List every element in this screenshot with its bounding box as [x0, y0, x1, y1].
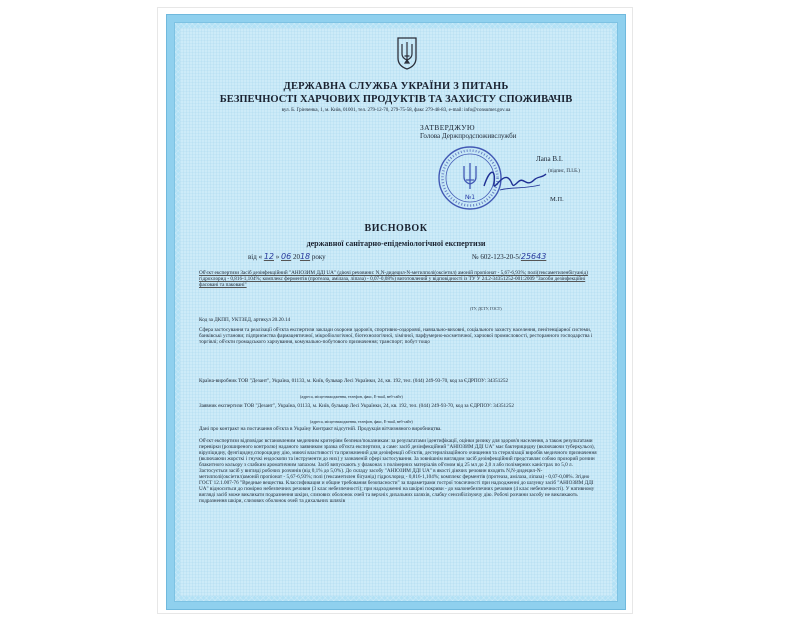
number-prefix: № 602-123-20-5/: [472, 253, 521, 261]
date-day: 12: [263, 252, 274, 261]
date-year-suffix: 18: [299, 252, 311, 261]
applicant: Заявник експертизи ТОВ "Дезант", Україна, 01133, м. Київ, бульвар Лесі Українки, 24, кв. 192, тел. (044) 249-93-70, код за ЄДРПОУ: 34351252: [199, 403, 514, 409]
expertise-conclusion: Об'єкт експертизи відповідає встановленим медичним критеріям безпеки/показникам: за результатами ідентифікації, оцінки ризику для здоров'я населення, а також результатами перевірки (розширеного контролю) наданого заявником зразка об'єкта експертизи, а саме: засіб дезінфекційний "АНІОЗИМ ДДІ UA" має бактерицидну (включаючи туберкульоз), віруліцидну, фунгіцидну,спороцидну дію, миючі властивості та призначений для дезінфекції об'єктів, дестерилізаційного очищення та стерилізації виробів медичного призначення (включаючи жорсткі і гнучкі ендоскопи та інструменти до них) у зазначеній сфері застосування. За зовнішнім виглядом засіб дезінфекційний представляє собою прозорий розчин блакитного кольору з слабким ароматичним запахом. Засіб випускають у флаконах з полімерних матеріалів об'ємом від 25 мл до 2,0 л або полімерних каністрах по 5,0 л. Застосується засіб у вигляді робочих розчинів (від 0,1% до 5,0%). До складу засобу "АНІОЗИМ ДДІ UA" в якості діючих речовин входять N,N-дидецил-N-метилполі(оксіетил)амоній пропіонат - 5,67-6,93%; полі (гексаметилен біґуанід) гідрохлорид - 0,816-1,104%; комплекс ферментів (протеаза, амілаза, ліпаза) - 0,07-0,08%. Згідно ГОСТ 12.1.007-76 "Вредные вещества. Классификация и общие требования безопасности" за параметрами гострої токсичності при надходженні до шлунку засіб "АНІОЗИМ ДДІ UA" відноситься до помірно небезпечних речовин (3 клас небезпечності); при надходженні на шкірні покриви - до малонебезпечних речовин (4 клас небезпечності). У нативному вигляді засіб може викликати подразнення шкіри, слизових оболонок очей та верхніх дихальних шляхів, слабку сенсибілізуючу дію. Робочі розчини засобу не викликають подразнення шкіри, слизових оболонок очей та дихальних шляхів: [199, 438, 597, 504]
producer-hint: (адреса, місцезнаходження, телефон, факс, E-mail, веб-сайт): [300, 394, 403, 399]
agency-name-line2: БЕЗПЕЧНОСТІ ХАРЧОВИХ ПРОДУКТІВ ТА ЗАХИСТУ СПОЖИВАЧІВ: [219, 94, 573, 105]
contract-info: Дані про контракт на постачання об'єкта в Україну Контракт відсутній. Продукція вітчизняного виробництва.: [199, 426, 442, 432]
document-number: [472, 252, 546, 261]
agency-name-line1: ДЕРЖАВНА СЛУЖБА УКРАЇНИ З ПИТАНЬ: [283, 81, 509, 92]
document-date: від « 12 » 06 2018 року: [248, 252, 326, 261]
document-title: ВИСНОВОК: [364, 223, 428, 234]
date-suffix: року: [311, 253, 326, 261]
expertise-object: Об'єкт експертизи Засіб дезінфекційний "АНІОЗИМ ДДІ UA" (діючі речовини: N,N-дидецил-N-метилполі(оксіетил) амоній пропіонат - 5,67-6,93%; полі(гексаметиленбігуанід) гідрохлорид - 0,816-1,104%; комплекс ферментів (протеаза, амілаза, ліпаза) - 0,07-0,08%) виготовлений у відповідності із ТУ У 24.2-34351252-001:2009 "Засоби дезінфекційні фасовані та паковані": [199, 270, 588, 288]
approval-signature-hint: (підпис, П.І.Б.): [548, 169, 580, 174]
application-scope: Сфера застосування та реалізації об'єкта експертизи заклади охорони здоров'я, спортивно-оздоровчі, навчально-виховні, соціального захисту населення, пенітенціарної системи, банківські установи; підприємства фармацевтичної, мікробіологічної, біотехнологічної, хімічної, парфумерно-косметичної, харчової промисловості, ресторанного господарства і торгівлі; об'єкти громадського харчування, комунально-побутового призначення; транспорт; побут тощо: [199, 327, 593, 345]
approval-mp: М.П.: [550, 196, 564, 203]
number-handwritten: 25643: [520, 252, 547, 261]
product-code: Код за ДКПП, УКТЗЕД, артикул 20.20.14: [199, 317, 291, 323]
applicant-hint: (адреса, місцезнаходження, телефон, факс, E-mail, веб-сайт): [310, 419, 413, 424]
producer-country: Країна-виробник ТОВ "Дезант", Україна, 01133, м. Київ, бульвар Лесі Українки, 24, кв. 192, тел. (044) 249-93-70, код за ЄДРПОУ: 34351252: [199, 378, 509, 384]
date-year-prefix: 20: [292, 253, 300, 261]
document-subtitle: державної санітарно-епідеміологічної експертизи: [306, 239, 486, 248]
date-prefix: від: [248, 253, 257, 261]
expertise-object-hint: (ТУ, ДСТУ, ГОСТ): [470, 306, 502, 311]
approval-title: ЗАТВЕРДЖУЮ: [420, 123, 476, 132]
handwritten-signature: [480, 160, 550, 200]
date-month: 06: [281, 252, 292, 261]
approval-name: Лапа В.І.: [536, 155, 563, 163]
agency-address: вул. Б. Грінченка, 1, м. Київ, 01001, тел. 279-12-70, 279-75-58, факс 279-48-83, e-mail: info@consumer.gov.ua: [281, 108, 511, 113]
approval-position: Голова Держпродспоживслужби: [420, 132, 517, 140]
trident-icon: [396, 36, 418, 70]
document-background: [180, 28, 612, 596]
svg-text:№1: №1: [464, 194, 476, 201]
